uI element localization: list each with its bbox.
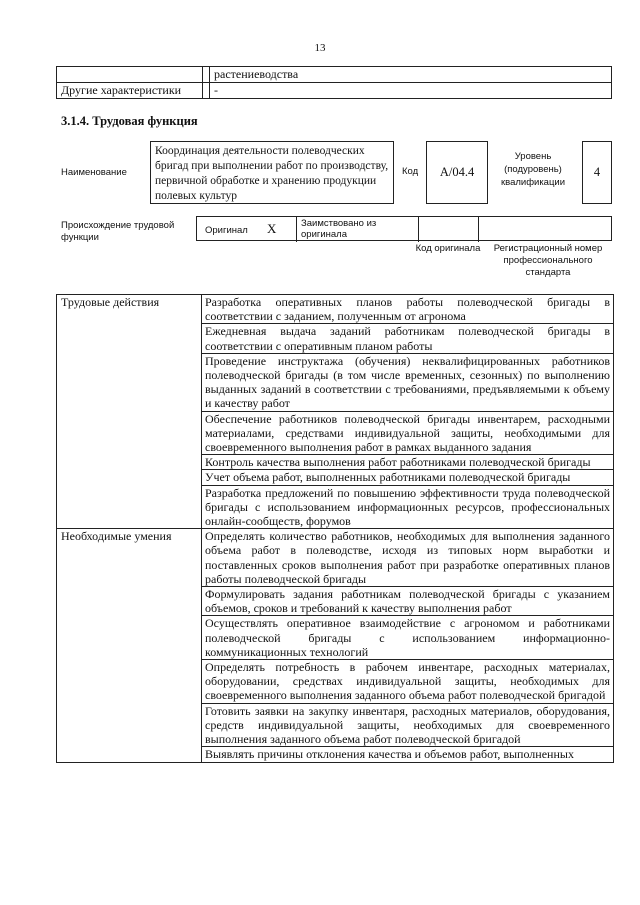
labor-action-item: Контроль качества выполнения работ работниками полеводческой бригады [202, 455, 614, 470]
row-value: растениеводства [210, 67, 612, 83]
level-label: Уровень (подуровень) квалификации [500, 151, 566, 188]
skill-item: Готовить заявки на закупку инвентаря, расходных материалов, оборудования, средств индивидуальной защиты, необходимых для своевременного выполнения заданного объема работ полеводческой бригадой [202, 703, 614, 747]
origin-row [196, 216, 612, 241]
row-spacer [203, 67, 210, 83]
table-row [57, 295, 614, 324]
original-cell [197, 217, 297, 242]
labor-action-item: Разработка предложений по повышению эффективности труда полеводческой бригады с использованием информационных ресурсов, профессиональных онлайн-сообществ, форумов [202, 485, 614, 529]
continuation-table [56, 66, 612, 99]
section-heading: 3.1.4. Трудовая функция [61, 114, 198, 128]
labor-function-table [56, 294, 614, 763]
original-code-cell [419, 217, 479, 242]
table-row [57, 67, 612, 83]
labor-action-item: Обеспечение работников полеводческой бригады инвентарем, расходными материалами, средствами индивидуальной защиты, необходимыми для своевременного выполнения работ в рамках выданного задания [202, 411, 614, 455]
original-mark: X [267, 221, 277, 236]
skill-item: Определять количество работников, необходимых для выполнения заданного объема работ в полеводстве, исходя из типовых норм выработки и поставленных сроков выполнения работ при разработке оперативных планов работы полеводческой бригады [202, 529, 614, 587]
skill-item: Определять потребность в рабочем инвентаре, расходных материалах, оборудовании, средствах индивидуальной защиты, необходимых для своевременного выполнения заданного объема работ полеводческой бригадой [202, 660, 614, 704]
table-row [57, 529, 614, 587]
labor-action-item: Ежедневная выдача заданий работникам полеводческой бригады в соответствии с оперативным планом работы [202, 324, 614, 353]
original-label: Оригинал [205, 225, 248, 236]
row-label: Другие характеристики [57, 83, 203, 99]
function-code-box: A/04.4 [426, 141, 488, 204]
code-caption: Код оригинала [415, 243, 481, 254]
skill-item: Осуществлять оперативное взаимодействие с агрономом и работниками полеводческой бригады с использованием информационно-коммуникационных технологий [202, 616, 614, 660]
row-label [57, 67, 203, 83]
skill-item: Формулировать задания работникам полеводческой бригады с указанием объемов, сроков и требований к качеству выполнения работ [202, 587, 614, 616]
row-value: - [210, 83, 612, 99]
borrowed-label: Заимствовано из оригинала [301, 218, 377, 240]
skill-item: Выявлять причины отклонения качества и объемов работ, выполненных [202, 747, 614, 762]
row-spacer [203, 83, 210, 99]
labor-action-item: Разработка оперативных планов работы полеводческой бригады в соответствии с заданием, полученным от агронома [202, 295, 614, 324]
qualification-level-box: 4 [582, 141, 612, 204]
skills-label: Необходимые умения [57, 529, 202, 762]
page-number: 13 [314, 42, 326, 54]
borrowed-cell [297, 217, 419, 242]
origin-label: Происхождение трудовой функции [61, 220, 175, 243]
function-name-box: Координация деятельности полеводческих бригад при выполнении работ по производству, первичной обработке и хранению продукции полевых культур [150, 141, 394, 204]
table-row [57, 83, 612, 99]
registration-number-cell [479, 217, 613, 242]
registration-caption: Регистрационный номер профессионального стандарта [493, 243, 603, 278]
labor-action-item: Учет объема работ, выполненных работниками полеводческой бригады [202, 470, 614, 485]
page-bottom-margin [0, 862, 640, 905]
code-label: Код [402, 166, 419, 177]
name-label: Наименование [61, 167, 127, 178]
labor-action-item: Проведение инструктажа (обучения) неквалифицированных работников полеводческой бригады (в том числе временных, сезонных) по выполнению выданных заданий в соответствии с требованиями, предъявляемыми к объему и качеству работ [202, 353, 614, 411]
labor-actions-label: Трудовые действия [57, 295, 202, 529]
